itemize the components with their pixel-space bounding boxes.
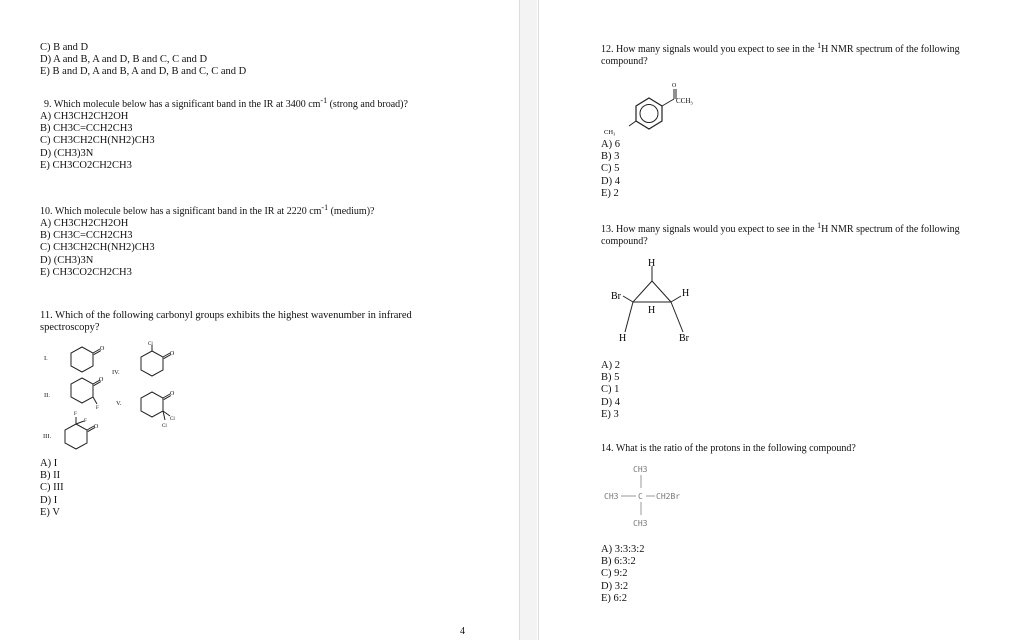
q14-option-e: E) 6:2 <box>601 592 627 604</box>
page-gap <box>520 0 537 640</box>
q11-label-iv: IV. <box>112 369 120 376</box>
svg-text:CH3: CH3 <box>633 465 648 474</box>
q14-text: 14. What is the ratio of the protons in the following compound? <box>601 443 856 454</box>
q11-label-v: V. <box>116 400 122 407</box>
q13-option-b: B) 5 <box>601 372 620 384</box>
q13-option-c: C) 1 <box>601 384 620 396</box>
q12-option-a: A) 6 <box>601 139 620 150</box>
q12-text-line1: 12. How many signals would you expect to see in the $^1$H NMR spectrum of the following <box>601 41 960 55</box>
q10-option-c: C) CH3CH2CH(NH2)CH3 <box>40 242 155 254</box>
q9-text: 9. Which molecule below has a significant band in the IR at 3400 $cm^{-1}$ (strong and broad)? <box>44 96 408 110</box>
q14-option-c: C) 9:2 <box>601 568 628 580</box>
q11-answers <box>40 458 64 519</box>
q12-text-line2: compound? <box>601 56 648 67</box>
q11-label-iii: III. <box>43 433 52 440</box>
svg-text:C: C <box>638 492 643 501</box>
methylacetophenone-structure <box>601 78 711 138</box>
svg-text:Cl: Cl <box>148 342 153 347</box>
svg-text:H: H <box>682 288 690 299</box>
neopentyl-bromide-structure <box>601 460 711 532</box>
chlorocyclohexanone-structure-iv <box>132 341 187 383</box>
q9-option-d: D) (CH3)3N <box>40 147 94 159</box>
svg-text:F: F <box>84 419 87 424</box>
q13-text-line1: 13. How many signals would you expect to see in the $^1$H NMR spectrum of the following <box>601 221 960 235</box>
prev-choice-d: D) A and B, A and D, B and C, C and D <box>40 54 208 65</box>
page-number: 4 <box>460 626 465 637</box>
difluorocyclohexanone-structure-iii <box>60 408 110 456</box>
svg-text:O: O <box>170 351 175 357</box>
q10-answers <box>40 218 155 279</box>
q12-answers <box>601 139 620 200</box>
svg-text:Br: Br <box>679 333 689 344</box>
svg-text:H: H <box>619 333 627 344</box>
q9-option-a: A) CH3CH2CH2OH <box>40 111 129 122</box>
q13-option-e: E) 3 <box>601 408 619 420</box>
svg-text:F: F <box>96 406 99 411</box>
q9-option-c: C) CH3CH2CH(NH2)CH3 <box>40 135 155 147</box>
svg-text:CH3: CH3 <box>633 519 648 528</box>
q11-text-line2: spectroscopy? <box>40 322 100 333</box>
q9-option-e: E) CH3CO2CH2CH3 <box>40 159 132 171</box>
q10-text: 10. Which molecule below has a significant band in the IR at 2220 $cm^{-1}$ (medium)? <box>40 203 375 217</box>
svg-text:H: H <box>648 305 656 316</box>
q11-option-e: E) V <box>40 506 60 518</box>
prev-choice-e: E) B and D, A and B, A and D, B and C, C and D <box>40 66 247 77</box>
q12-option-b: B) 3 <box>601 151 620 163</box>
svg-text:Cl: Cl <box>162 424 167 429</box>
svg-text:Cl: Cl <box>170 417 175 422</box>
q14-option-b: B) 6:3:2 <box>601 556 636 568</box>
q13-option-d: D) 4 <box>601 396 620 408</box>
q11-label-i: I. <box>44 355 48 362</box>
q14-answers <box>601 544 644 605</box>
q10-option-b: B) CH3C=CCH2CH3 <box>40 230 133 242</box>
q9-option-b: B) CH3C=CCH2CH3 <box>40 123 133 135</box>
q11-option-a: A) I <box>40 458 58 469</box>
q9-answers <box>40 111 155 172</box>
svg-text:O: O <box>94 424 99 430</box>
q10-option-a: A) CH3CH2CH2OH <box>40 218 129 229</box>
q11-option-c: C) III <box>40 482 64 494</box>
q13-option-a: A) 2 <box>601 360 620 371</box>
q12-option-e: E) 2 <box>601 187 619 199</box>
q11-option-b: B) II <box>40 470 61 482</box>
q11-text-line1: 11. Which of the following carbonyl groups exhibits the highest wavenumber in infrared <box>40 310 412 321</box>
right-page <box>538 0 1024 640</box>
dibromocyclopropane-structure <box>603 254 703 346</box>
q11-option-d: D) I <box>40 494 58 506</box>
svg-text:H: H <box>648 258 656 269</box>
svg-text:CH2Br: CH2Br <box>656 492 681 501</box>
svg-text:CH₃: CH₃ <box>604 129 616 136</box>
q10-option-d: D) (CH3)3N <box>40 254 94 266</box>
svg-text:CH3: CH3 <box>604 492 619 501</box>
svg-text:O: O <box>672 83 677 89</box>
svg-text:Br: Br <box>611 291 621 302</box>
dichlorocyclohexanone-structure-v <box>132 386 192 434</box>
svg-text:CCH₃: CCH₃ <box>676 97 693 105</box>
q10-option-e: E) CH3CO2CH2CH3 <box>40 266 132 278</box>
q11-label-ii: II. <box>44 392 50 399</box>
q12-option-c: C) 5 <box>601 163 620 175</box>
prev-choice-c: C) B and D <box>40 42 89 53</box>
svg-text:O: O <box>170 391 175 397</box>
q14-option-a: A) 3:3:3:2 <box>601 544 645 555</box>
q13-text-line2: compound? <box>601 236 648 247</box>
q13-answers <box>601 360 620 421</box>
svg-text:O: O <box>99 377 104 383</box>
svg-text:F: F <box>74 412 77 417</box>
q12-option-d: D) 4 <box>601 175 620 187</box>
svg-text:O: O <box>100 346 105 352</box>
q14-option-d: D) 3:2 <box>601 580 629 592</box>
